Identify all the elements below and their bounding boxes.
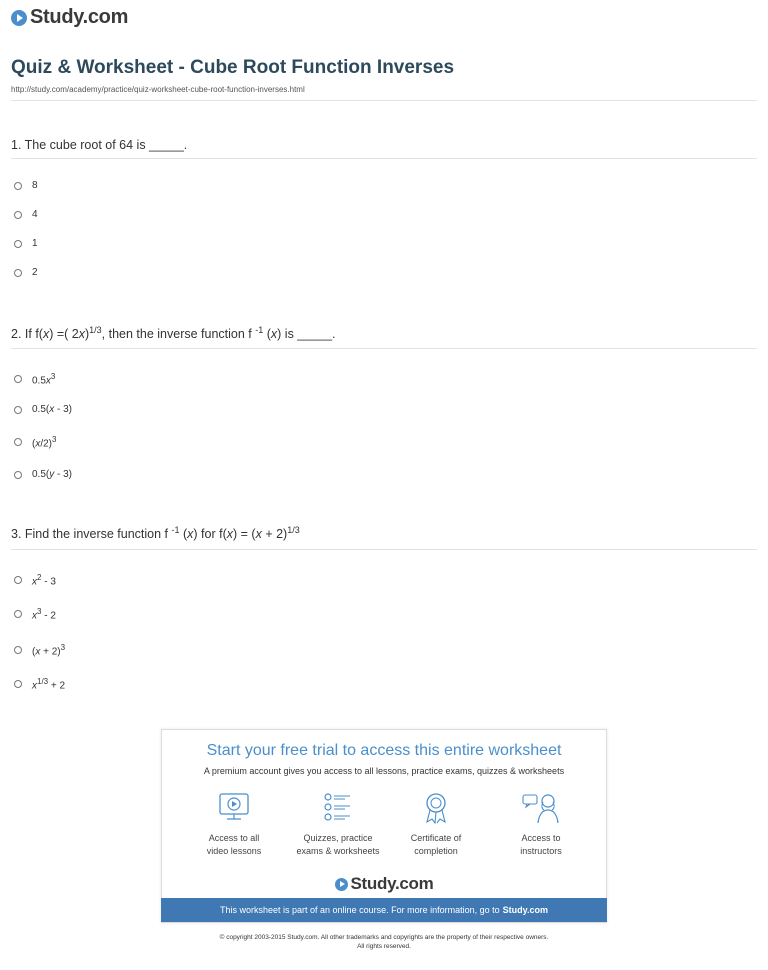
- quiz-list-icon: [321, 792, 355, 824]
- source-url: http://study.com/academy/practice/quiz-worksheet-cube-root-function-inverses.html: [11, 85, 305, 94]
- answer-option[interactable]: $(x + 2)^3$: [14, 643, 65, 657]
- study-logo[interactable]: [11, 6, 128, 29]
- answer-option[interactable]: $0.5x^3$: [14, 372, 55, 386]
- answer-option[interactable]: $x^3 - 2$: [14, 607, 56, 621]
- copyright-footer: © copyright 2003-2015 Study.com. All other trademarks and copyrights are the property of their respective owners. All rights reserved.: [219, 934, 549, 950]
- logo-text: Study.com: [30, 6, 129, 28]
- promo-study-logo[interactable]: Study.com: [162, 874, 606, 894]
- feature-quizzes: Quizzes, practice exams & worksheets: [288, 792, 388, 858]
- answer-option[interactable]: 0.5(y - 3): [14, 469, 72, 480]
- radio-button[interactable]: [14, 211, 22, 219]
- instructor-icon: [521, 792, 561, 824]
- promo-headline[interactable]: Start your free trial to access this entire worksheet: [206, 742, 562, 759]
- answer-option[interactable]: 4: [14, 209, 38, 220]
- play-logo-icon: [11, 10, 27, 26]
- radio-button[interactable]: [14, 182, 22, 190]
- feature-certificate: Certificate of completion: [386, 792, 486, 858]
- radio-button[interactable]: [14, 646, 22, 654]
- course-info-banner[interactable]: This worksheet is part of an online course. For more information, go to Study.com: [161, 898, 607, 922]
- promo-subline: A premium account gives you access to all lessons, practice exams, quizzes & worksheets: [203, 766, 565, 776]
- play-logo-icon: [335, 878, 348, 891]
- answer-option[interactable]: $x^2 - 3$: [14, 573, 56, 587]
- answer-option[interactable]: 2: [14, 267, 38, 278]
- answer-option[interactable]: 8: [14, 180, 38, 191]
- question-3: 3. Find the inverse function f $^{-1}$ (x) for $f(x) = (x + 2)^{1/3}$: [11, 525, 300, 542]
- study-link[interactable]: Study.com: [502, 905, 548, 915]
- radio-button[interactable]: [14, 610, 22, 618]
- certificate-icon: [419, 792, 453, 824]
- radio-button[interactable]: [14, 240, 22, 248]
- divider: [11, 100, 757, 101]
- radio-button[interactable]: [14, 438, 22, 446]
- radio-button[interactable]: [14, 471, 22, 479]
- answer-option[interactable]: $x^{1/3} + 2$: [14, 677, 65, 691]
- feature-instructors: Access to instructors: [491, 792, 591, 858]
- divider: [11, 549, 757, 550]
- radio-button[interactable]: [14, 375, 22, 383]
- answer-option[interactable]: $(x/2)^3$: [14, 435, 56, 449]
- radio-button[interactable]: [14, 576, 22, 584]
- feature-video-lessons: Access to all video lessons: [184, 792, 284, 858]
- video-lesson-icon: [217, 792, 251, 824]
- radio-button[interactable]: [14, 269, 22, 277]
- radio-button[interactable]: [14, 680, 22, 688]
- question-2: 2. If f(x) =( 2x)$^{1/3}$, then the inverse function f $^{-1}$ (x) is _____.: [11, 325, 336, 342]
- question-1: 1. The cube root of 64 is _____.: [11, 138, 188, 152]
- radio-button[interactable]: [14, 406, 22, 414]
- page-title: Quiz & Worksheet - Cube Root Function Inverses: [11, 57, 455, 78]
- answer-option[interactable]: 0.5(x - 3): [14, 404, 72, 415]
- divider: [11, 348, 757, 349]
- answer-option[interactable]: 1: [14, 238, 38, 249]
- divider: [11, 158, 757, 159]
- free-trial-promo[interactable]: [161, 729, 607, 923]
